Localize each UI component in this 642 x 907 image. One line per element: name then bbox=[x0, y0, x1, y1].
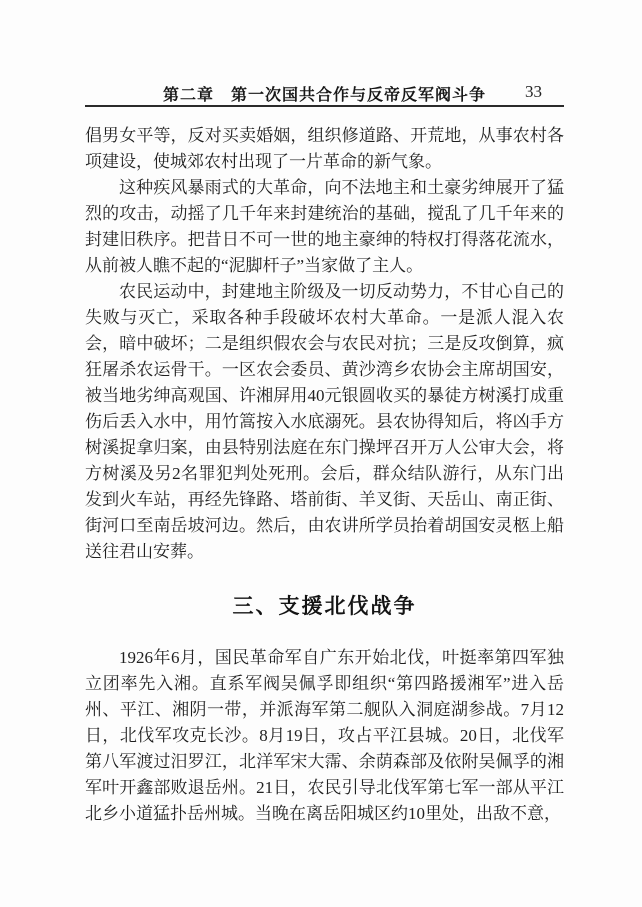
paragraph-peasant-movement: 农民运动中，封建地主阶级及一切反动势力，不甘心自己的失败与灭亡，采取各种手段破坏农村大革命。一是派人混入农会，暗中破坏；二是组织假农会与农民对抗；三是反攻倒算，疯狂屠杀农运骨干。一区农会委员、黄沙湾乡农协会主席胡国安，被当地劣绅高观国、许湘屏用40元银圆收买的暴徒方树溪打成重伤后丢入水中，用竹篙按入水底溺死。县农协得知后，将凶手方树溪捉拿归案，由县特别法庭在东门操坪召开万人公审大会，将方树溪及另2名罪犯判处死刑。会后，群众结队游行，从东门出发到火车站，再经先锋路、塔前街、羊叉街、天岳山、南正街、街河口至南岳坡河边。然后，由农讲所学员抬着胡国安灵柩上船送往君山安葬。 bbox=[85, 282, 564, 561]
paragraph-revolution: 这种疾风暴雨式的大革命，向不法地主和土豪劣绅展开了猛烈的攻击，动摇了几千年来封建统治的基础，搅乱了几千年来的封建旧秩序。把昔日不可一世的地主豪绅的特权打得落花流水，从前被人瞧不起的“泥脚杆子”当家做了主人。 bbox=[85, 178, 564, 275]
paragraph-northern-expedition: 1926年6月，国民革命军自广东开始北伐，叶挺率第四军独立团率先入湘。直系军阀吴佩孚即组织“第四路援湘军”进入岳州、平江、湘阴一带，并派海军第二舰队入洞庭湖参战。7月12日，北伐军攻克长沙。8月19日，攻占平江县城。20日，北伐军第八军渡过汨罗江，北洋军宋大霈、余荫森部及依附吴佩孚的湘军叶开鑫部败退岳州。21日，农民引导北伐军第七军一部从平江北乡小道猛扑岳州城。当晚在离岳阳城区约10里处，出敌不意， bbox=[85, 648, 564, 823]
running-head bbox=[85, 82, 564, 102]
paragraph-continuation: 倡男女平等，反对买卖婚姻，组织修道路、开荒地，从事农村各项建设，使城郊农村出现了一片革命的新气象。 bbox=[85, 126, 564, 171]
page-number: 33 bbox=[525, 82, 542, 101]
page-body bbox=[85, 123, 564, 827]
section-heading: 三、支援北伐战争 bbox=[232, 594, 417, 618]
header-rule bbox=[85, 105, 564, 107]
running-head-chapter-title: 第二章 第一次国共合作与反帝反军阀斗争 bbox=[162, 87, 486, 104]
